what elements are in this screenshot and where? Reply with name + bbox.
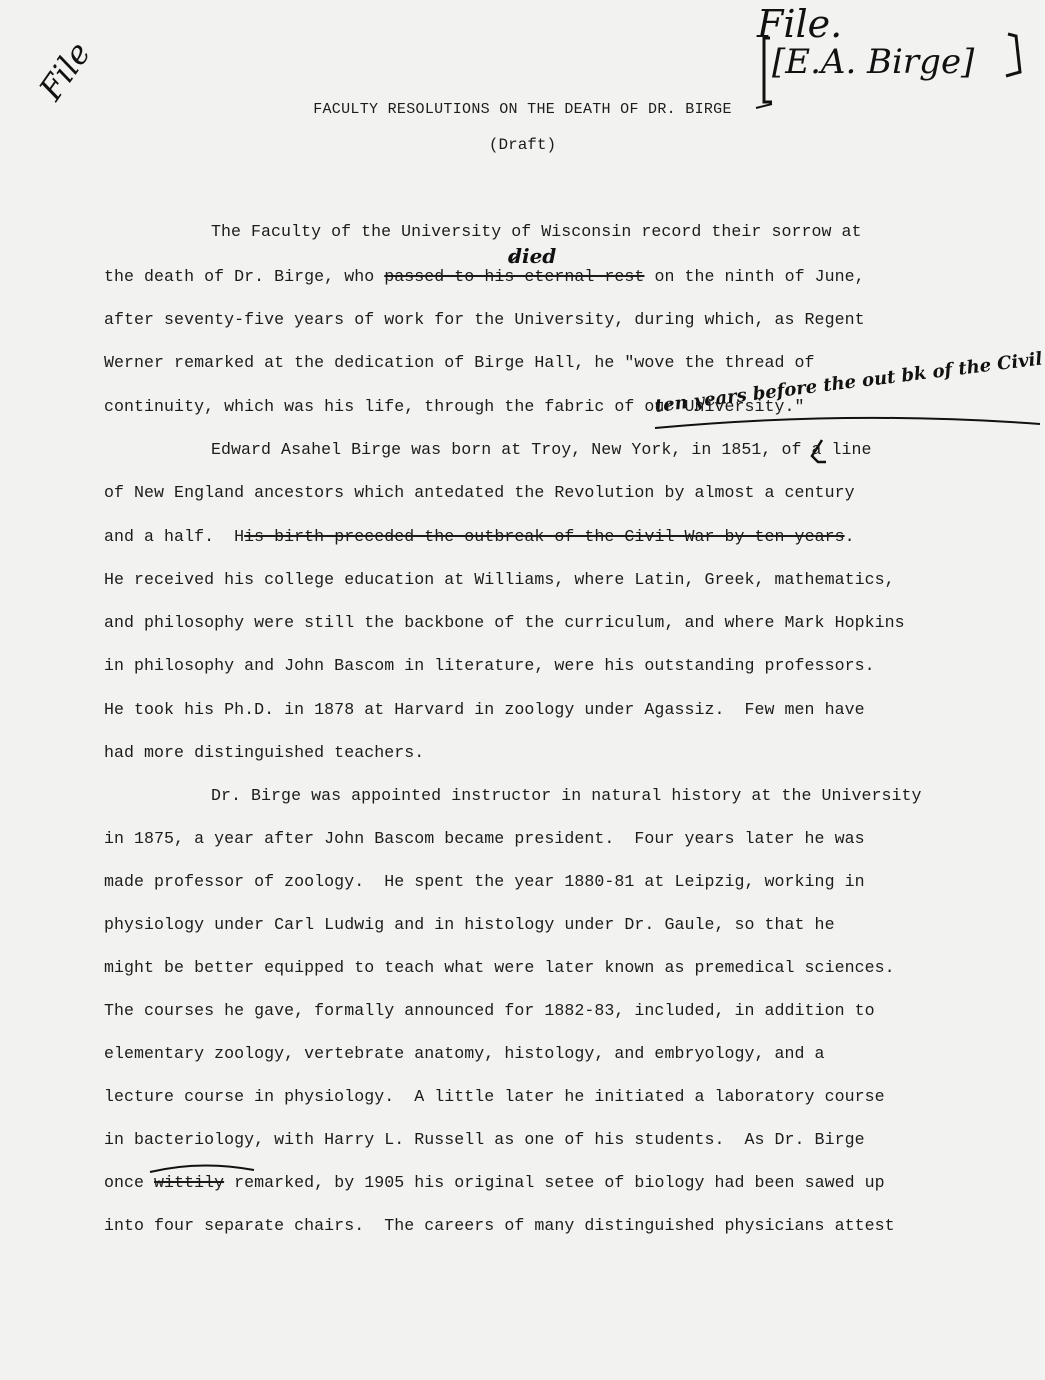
text-line: continuity, which was his life, through the fabric of our University." — [104, 397, 805, 416]
text-line: made professor of zoology. He spent the year 1880-81 at Leipzig, working in — [104, 872, 865, 891]
text-line: Werner remarked at the dedication of Birge Hall, he "wove the thread of — [104, 353, 815, 372]
text-span: and a half. H — [104, 527, 245, 546]
text-line: into four separate chairs. The careers of many distinguished physicians attest — [104, 1216, 895, 1235]
text-line — [104, 267, 865, 286]
insert-underline — [655, 418, 1040, 428]
text-line: and philosophy were still the backbone of the curriculum, and where Mark Hopkins — [104, 613, 905, 632]
text-line: Edward Asahel Birge was born at Troy, New York, in 1851, of a line — [211, 440, 872, 459]
text-span: . — [844, 527, 855, 546]
text-line: Dr. Birge was appointed instructor in natural history at the University — [211, 786, 922, 805]
text-line: had more distinguished teachers. — [104, 743, 425, 762]
wittily-arc — [150, 1165, 254, 1172]
struck-text: wittily — [154, 1173, 225, 1192]
file-annotation-top-right: File. — [757, 2, 843, 46]
text-line: might be better equipped to teach what were later known as premedical sciences. — [104, 958, 895, 977]
text-line: physiology under Carl Ludwig and in histology under Dr. Gaule, so that he — [104, 915, 835, 934]
handwritten-insert-phrase: ten years before the out bk of the Civil — [653, 348, 1044, 417]
text-line: in philosophy and John Bascom in literature, were his outstanding professors. — [104, 656, 875, 675]
text-span: once — [104, 1173, 155, 1192]
text-span: remarked, by 1905 his original setee of biology had been sawed up — [224, 1173, 885, 1192]
text-line: The Faculty of the University of Wisconsin record their sorrow at — [211, 222, 862, 241]
text-line: elementary zoology, vertebrate anatomy, histology, and embryology, and a — [104, 1044, 825, 1063]
struck-text: passed to his eternal rest — [384, 267, 645, 286]
text-line — [104, 527, 855, 546]
file-annotation-top-left: File — [31, 34, 99, 108]
text-line: after seventy-five years of work for the University, during which, as Regent — [104, 310, 865, 329]
file-label-birge: [E.A. Birge] — [772, 42, 975, 82]
text-line: lecture course in physiology. A little later he initiated a laboratory course — [104, 1087, 885, 1106]
page-subtitle: (Draft) — [488, 136, 557, 154]
file-bracket-right — [1006, 34, 1020, 76]
page-title: FACULTY RESOLUTIONS ON THE DEATH OF DR. BIRGE — [313, 101, 732, 118]
text-line: He received his college education at Williams, where Latin, Greek, mathematics, — [104, 570, 895, 589]
text-line: The courses he gave, formally announced for 1882-83, included, in addition to — [104, 1001, 875, 1020]
handwritten-died: died — [508, 244, 557, 268]
text-line: He took his Ph.D. in 1878 at Harvard in zoology under Agassiz. Few men have — [104, 700, 865, 719]
text-span: on the ninth of June, — [644, 267, 865, 286]
text-line: in bacteriology, with Harry L. Russell as one of his students. As Dr. Birge — [104, 1130, 865, 1149]
file-bracket-left — [764, 38, 772, 102]
text-line — [104, 1173, 885, 1192]
struck-text: is birth preceded the outbreak of the Civil War by ten years — [244, 527, 845, 546]
text-line: in 1875, a year after John Bascom became president. Four years later he was — [104, 829, 865, 848]
text-span: the death of Dr. Birge, who — [104, 267, 385, 286]
text-line: of New England ancestors which antedated the Revolution by almost a century — [104, 483, 855, 502]
